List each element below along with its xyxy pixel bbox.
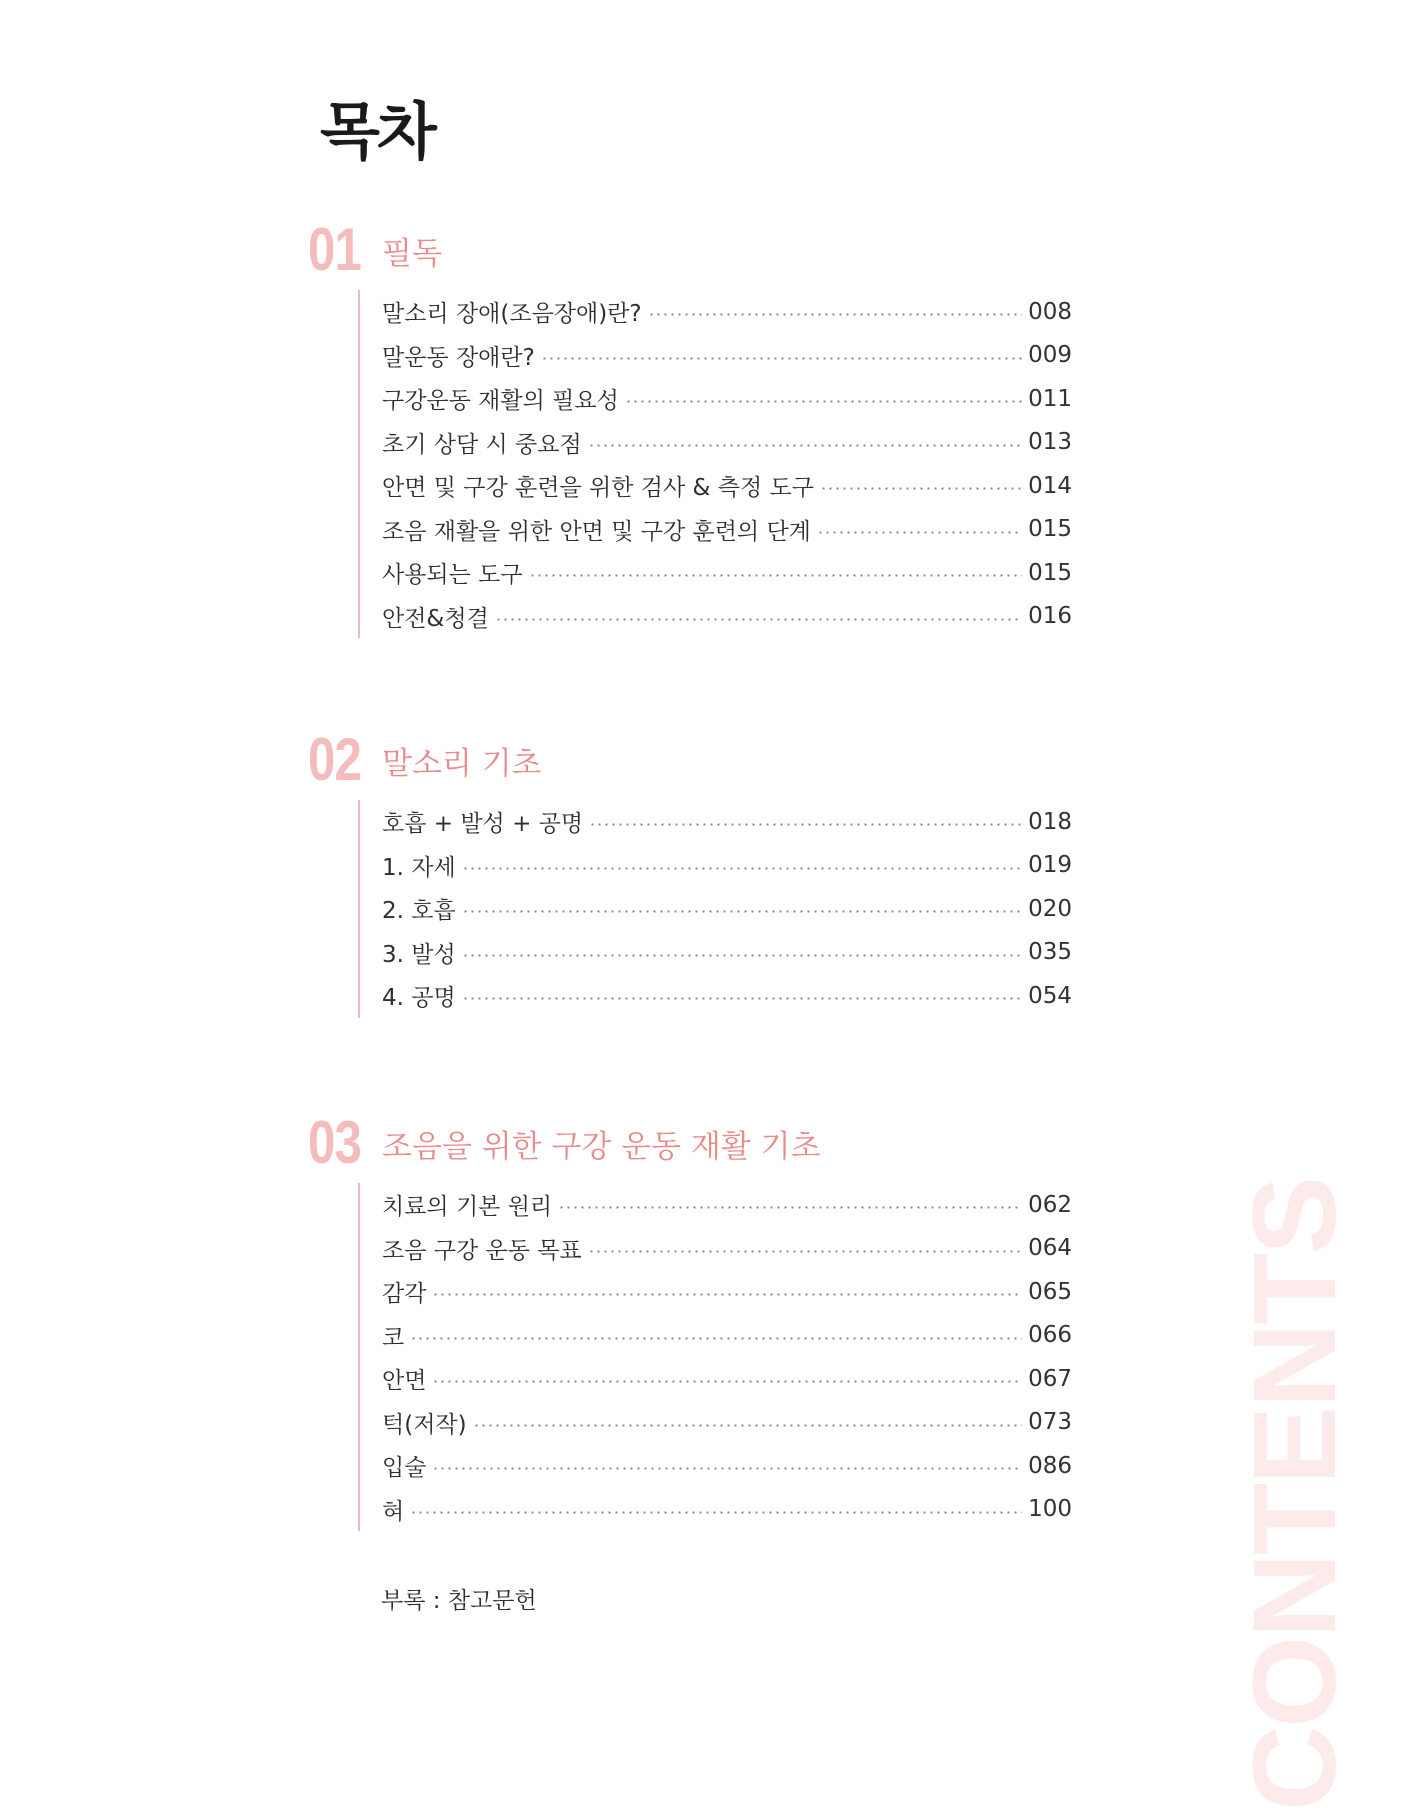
entry-label: 감각 (382, 1281, 427, 1308)
entry-page: 066 (1028, 1322, 1072, 1349)
entry-page: 073 (1028, 1409, 1072, 1436)
dot-leader (820, 487, 1022, 490)
toc-entry[interactable] (382, 1357, 1072, 1401)
toc-entry[interactable] (382, 334, 1072, 378)
dot-leader (817, 531, 1022, 534)
section-title: 조음을 위한 구강 운동 재활 기초 (382, 1129, 821, 1165)
section-number: 01 (308, 216, 362, 283)
entry-label: 혀 (382, 1498, 405, 1525)
appendix-link[interactable]: 부록 : 참고문헌 (381, 1588, 537, 1614)
entry-page: 015 (1028, 516, 1072, 543)
section-03 (308, 1109, 1072, 1531)
entry-page: 064 (1028, 1235, 1072, 1262)
entry-page: 009 (1028, 342, 1072, 369)
entry-page: 018 (1028, 808, 1072, 835)
toc-list (358, 800, 1072, 1018)
toc-entry[interactable] (382, 1270, 1072, 1314)
entry-page: 065 (1028, 1278, 1072, 1305)
dot-leader (625, 400, 1022, 403)
entry-label: 말운동 장애란? (382, 344, 535, 371)
entry-page: 020 (1028, 895, 1072, 922)
page-title: 목차 (320, 95, 434, 168)
dot-leader (410, 1337, 1022, 1340)
entry-page: 019 (1028, 852, 1072, 879)
dot-leader (495, 618, 1022, 621)
toc-entry[interactable] (382, 974, 1072, 1018)
dot-leader (462, 867, 1022, 870)
toc-entry[interactable] (382, 1183, 1072, 1227)
entry-label: 구강운동 재활의 필요성 (382, 388, 619, 415)
entry-page: 016 (1028, 603, 1072, 630)
toc-entry[interactable] (382, 377, 1072, 421)
toc-entry[interactable] (382, 551, 1072, 595)
dot-leader (432, 1293, 1022, 1296)
entry-label: 조음 구강 운동 목표 (382, 1237, 582, 1264)
entry-label: 조음 재활을 위한 안면 및 구강 훈련의 단계 (382, 518, 811, 545)
section-title: 말소리 기초 (382, 746, 542, 782)
dot-leader (410, 1511, 1022, 1514)
entry-label: 턱(저작) (382, 1411, 467, 1438)
toc-entry[interactable] (382, 1444, 1072, 1488)
toc-entry[interactable] (382, 1401, 1072, 1445)
entry-page: 035 (1028, 939, 1072, 966)
entry-page: 086 (1028, 1452, 1072, 1479)
entry-label: 4. 공명 (382, 985, 456, 1012)
entry-page: 014 (1028, 472, 1072, 499)
entry-page: 008 (1028, 298, 1072, 325)
toc-entry[interactable] (382, 1227, 1072, 1271)
dot-leader (432, 1467, 1022, 1470)
toc-entry[interactable] (382, 800, 1072, 844)
toc-entry[interactable] (382, 844, 1072, 888)
entry-label: 치료의 기본 원리 (382, 1194, 553, 1221)
entry-label: 2. 호흡 (382, 898, 456, 925)
toc-entry[interactable] (382, 421, 1072, 465)
entry-label: 사용되는 도구 (382, 562, 523, 589)
toc-entry[interactable] (382, 464, 1072, 508)
entry-label: 안전&청결 (382, 605, 489, 632)
entry-label: 말소리 장애(조음장애)란? (382, 301, 642, 328)
section-number: 03 (308, 1109, 362, 1176)
toc-entry[interactable] (382, 290, 1072, 334)
entry-label: 안면 및 구강 훈련을 위한 검사 & 측정 도구 (382, 475, 814, 502)
dot-leader (558, 1206, 1022, 1209)
toc-list (358, 1183, 1072, 1531)
section-02 (308, 726, 1072, 1018)
entry-page: 011 (1028, 385, 1072, 412)
entry-page: 062 (1028, 1191, 1072, 1218)
dot-leader (588, 444, 1022, 447)
section-title: 필독 (382, 236, 442, 272)
toc-entry[interactable] (382, 1314, 1072, 1358)
toc-entry[interactable] (382, 931, 1072, 975)
dot-leader (648, 313, 1022, 316)
dot-leader (589, 823, 1022, 826)
dot-leader (588, 1250, 1022, 1253)
entry-label: 3. 발성 (382, 941, 456, 968)
entry-label: 초기 상담 시 중요점 (382, 431, 582, 458)
toc-entry[interactable] (382, 508, 1072, 552)
dot-leader (432, 1380, 1022, 1383)
contents-watermark: CONTENTS (1229, 1178, 1361, 1811)
entry-page: 015 (1028, 559, 1072, 586)
toc-entry[interactable] (382, 887, 1072, 931)
entry-label: 안면 (382, 1368, 427, 1395)
section-number: 02 (308, 726, 362, 793)
toc-entry[interactable] (382, 1488, 1072, 1532)
dot-leader (541, 357, 1022, 360)
dot-leader (462, 910, 1022, 913)
dot-leader (529, 574, 1022, 577)
entry-label: 호흡 + 발성 + 공명 (382, 811, 584, 838)
entry-label: 입술 (382, 1455, 427, 1482)
entry-page: 054 (1028, 982, 1072, 1009)
toc-list (358, 290, 1072, 638)
dot-leader (462, 954, 1022, 957)
entry-page: 100 (1028, 1496, 1072, 1523)
entry-label: 1. 자세 (382, 854, 456, 881)
entry-page: 067 (1028, 1365, 1072, 1392)
dot-leader (462, 997, 1022, 1000)
toc-entry[interactable] (382, 595, 1072, 639)
dot-leader (473, 1424, 1022, 1427)
entry-page: 013 (1028, 429, 1072, 456)
entry-label: 코 (382, 1324, 405, 1351)
section-01 (308, 216, 1072, 638)
